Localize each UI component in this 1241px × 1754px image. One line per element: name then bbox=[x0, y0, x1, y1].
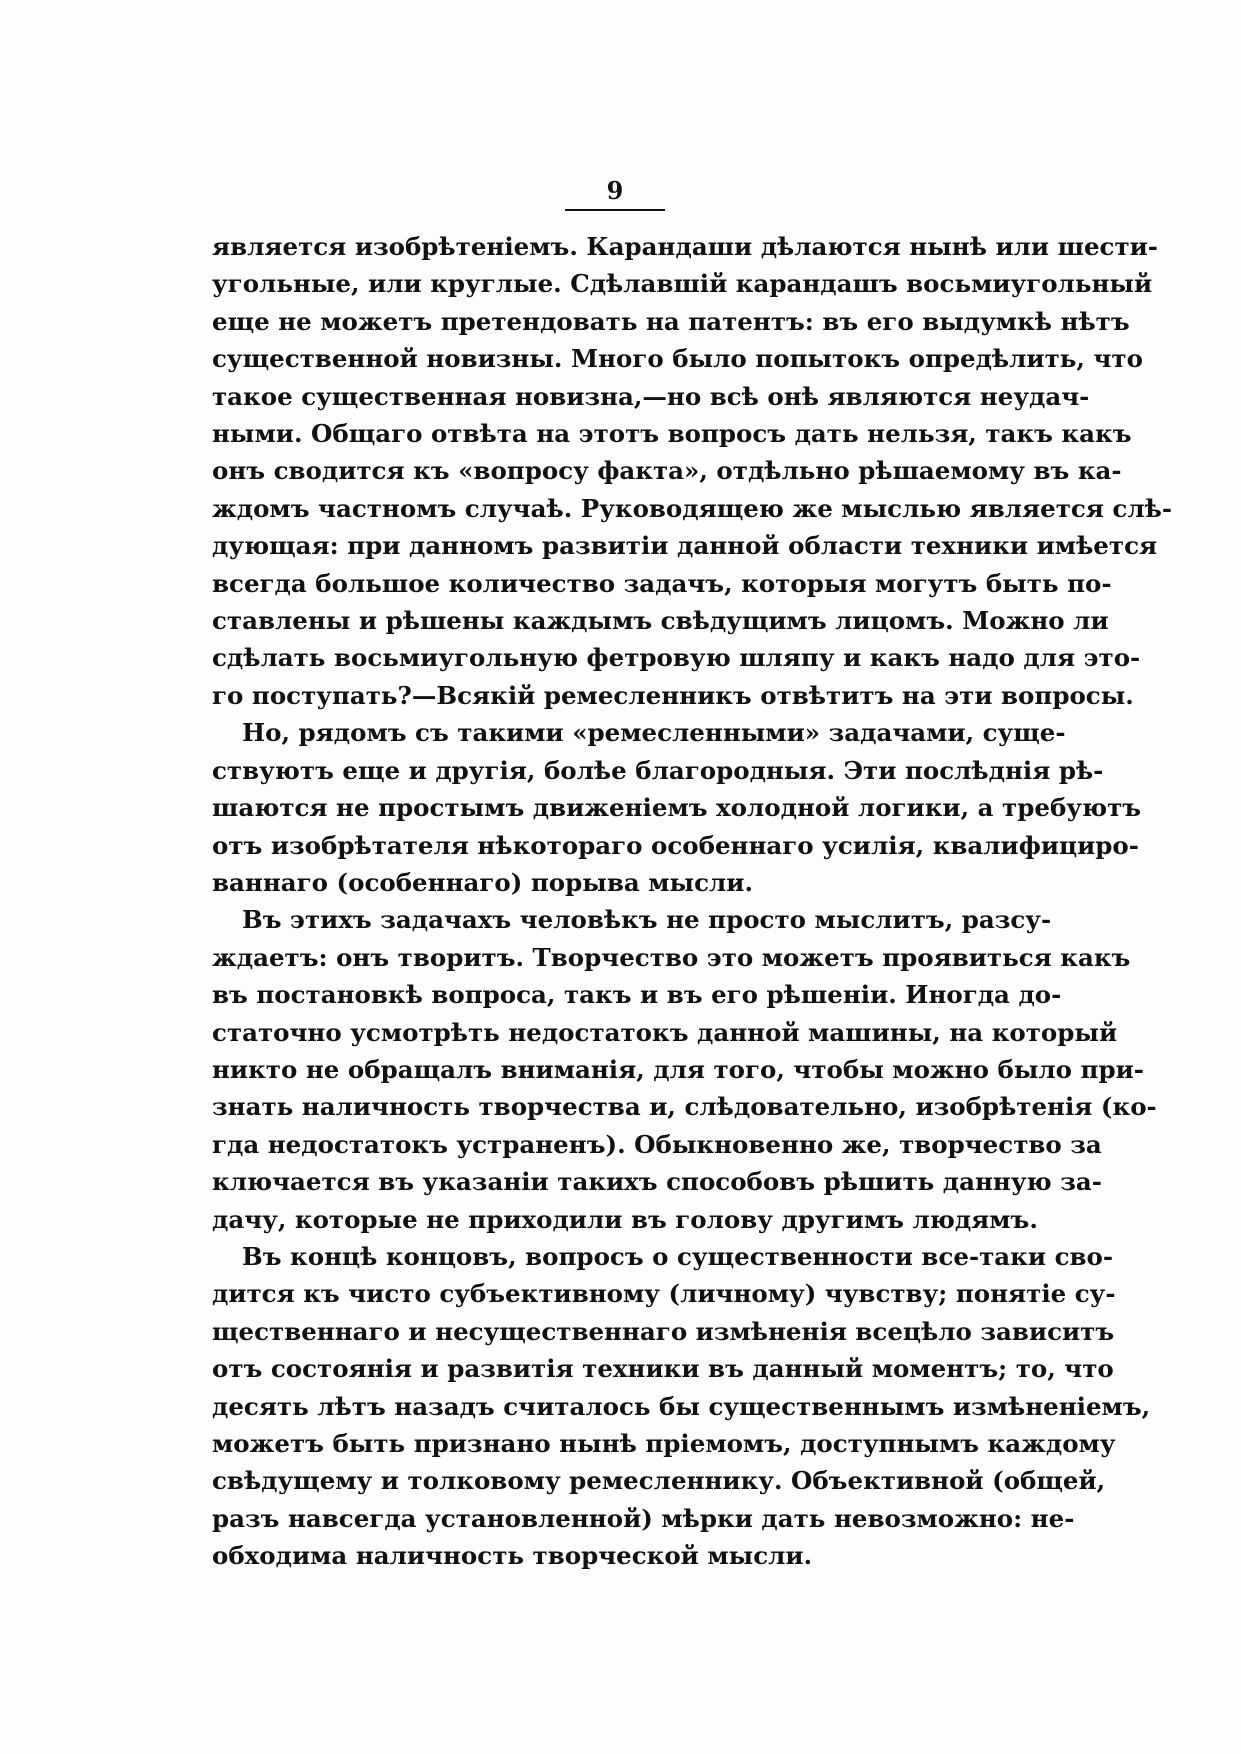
text-line: ждомъ частномъ случаѣ. Руководящею же мыслью является слѣ- bbox=[212, 493, 1173, 523]
text-line: въ постановкѣ вопроса, такъ и въ его рѣшеніи. Иногда до- bbox=[212, 980, 1062, 1010]
paragraph-1 bbox=[212, 228, 1173, 714]
paragraph-3 bbox=[212, 901, 1157, 1238]
text-line: щественнаго и несущественнаго измѣненія всецѣло зависитъ bbox=[212, 1316, 1115, 1346]
text-line: статочно усмотрѣть недостатокъ данной машины, на который bbox=[212, 1017, 1118, 1047]
text-line: дующая: при данномъ развитіи данной области техники имѣется bbox=[212, 531, 1158, 561]
text-line: дится къ чисто субъективному (личному) чувству; понятіе су- bbox=[212, 1279, 1116, 1309]
text-line: сдѣлать восьмиугольную фетровую шляпу и какъ надо для это- bbox=[212, 643, 1141, 673]
text-line: го поступать?—Всякій ремесленникъ отвѣтитъ на эти вопросы. bbox=[212, 680, 1134, 710]
text-line: гда недостатокъ устраненъ). Обыкновенно же, творчество за bbox=[212, 1129, 1102, 1159]
text-line: всегда большое количество задачъ, которыя могутъ быть по- bbox=[212, 568, 1112, 598]
text-line: знать наличность творчества и, слѣдовательно, изобрѣтенія (ко- bbox=[212, 1092, 1157, 1122]
page-number: 9 bbox=[565, 176, 665, 211]
text-line: можетъ быть признано нынѣ пріемомъ, доступнымъ каждому bbox=[212, 1429, 1116, 1458]
text-line: ключается въ указаніи такихъ способовъ рѣшить данную за- bbox=[212, 1167, 1102, 1197]
text-line: десять лѣтъ назадъ считалось бы существеннымъ измѣненіемъ, bbox=[212, 1391, 1151, 1421]
text-line: дачу, которые не приходили въ голову другимъ людямъ. bbox=[212, 1204, 1038, 1234]
body-text bbox=[212, 228, 1173, 1575]
text-line: еще не можетъ претендовать на патентъ: въ его выдумкѣ нѣтъ bbox=[212, 306, 1130, 336]
text-line: ными. Общаго отвѣта на этотъ вопросъ дать нельзя, такъ какъ bbox=[212, 419, 1132, 449]
text-line: угольные, или круглые. Сдѣлавшій карандашъ восьмиугольный bbox=[212, 269, 1153, 299]
text-line: ваннаго (особеннаго) порыва мысли. bbox=[212, 867, 753, 897]
text-line: шаются не простымъ движеніемъ холодной логики, а требуютъ bbox=[212, 793, 1142, 823]
text-line: никто не обращалъ вниманія, для того, чтобы можно было при- bbox=[212, 1054, 1144, 1084]
text-line: существенной новизны. Много было попытокъ опредѣлить, что bbox=[212, 344, 1143, 374]
text-line: ставлены и рѣшены каждымъ свѣдущимъ лицомъ. Можно ли bbox=[212, 606, 1109, 636]
text-line: ствуютъ еще и другія, болѣе благородныя. Эти послѣднія рѣ- bbox=[212, 755, 1104, 785]
text-line: онъ сводится къ «вопросу факта», отдѣльно рѣшаемому въ ка- bbox=[212, 456, 1122, 486]
text-line: отъ изобрѣтателя нѣкотораго особеннаго усилія, квалифициро- bbox=[212, 830, 1139, 860]
text-line: свѣдущему и толковому ремесленнику. Объективной (общей, bbox=[212, 1466, 1106, 1496]
text-line: Въ этихъ задачахъ человѣкъ не просто мыслитъ, разсу- bbox=[242, 905, 1052, 935]
text-line: является изобрѣтеніемъ. Карандаши дѣлаются нынѣ или шести- bbox=[212, 232, 1158, 261]
text-line: такое существенная новизна,—но всѣ онѣ являются неудач- bbox=[212, 381, 1090, 411]
text-line: отъ состоянія и развитія техники въ данный моментъ; то, что bbox=[212, 1354, 1114, 1384]
text-line: разъ навсегда установленной) мѣрки дать невозможно: не- bbox=[212, 1503, 1075, 1533]
paragraph-4 bbox=[212, 1238, 1151, 1575]
paragraph-2 bbox=[212, 714, 1142, 901]
text-line: обходима наличность творческой мысли. bbox=[212, 1541, 813, 1571]
text-line: ждаетъ: онъ творитъ. Творчество это можетъ проявиться какъ bbox=[212, 942, 1131, 972]
text-line: Въ концѣ концовъ, вопросъ о существенности все-таки сво- bbox=[242, 1241, 1114, 1271]
text-line: Но, рядомъ съ такими «ремесленными» задачами, суще- bbox=[242, 718, 1066, 748]
